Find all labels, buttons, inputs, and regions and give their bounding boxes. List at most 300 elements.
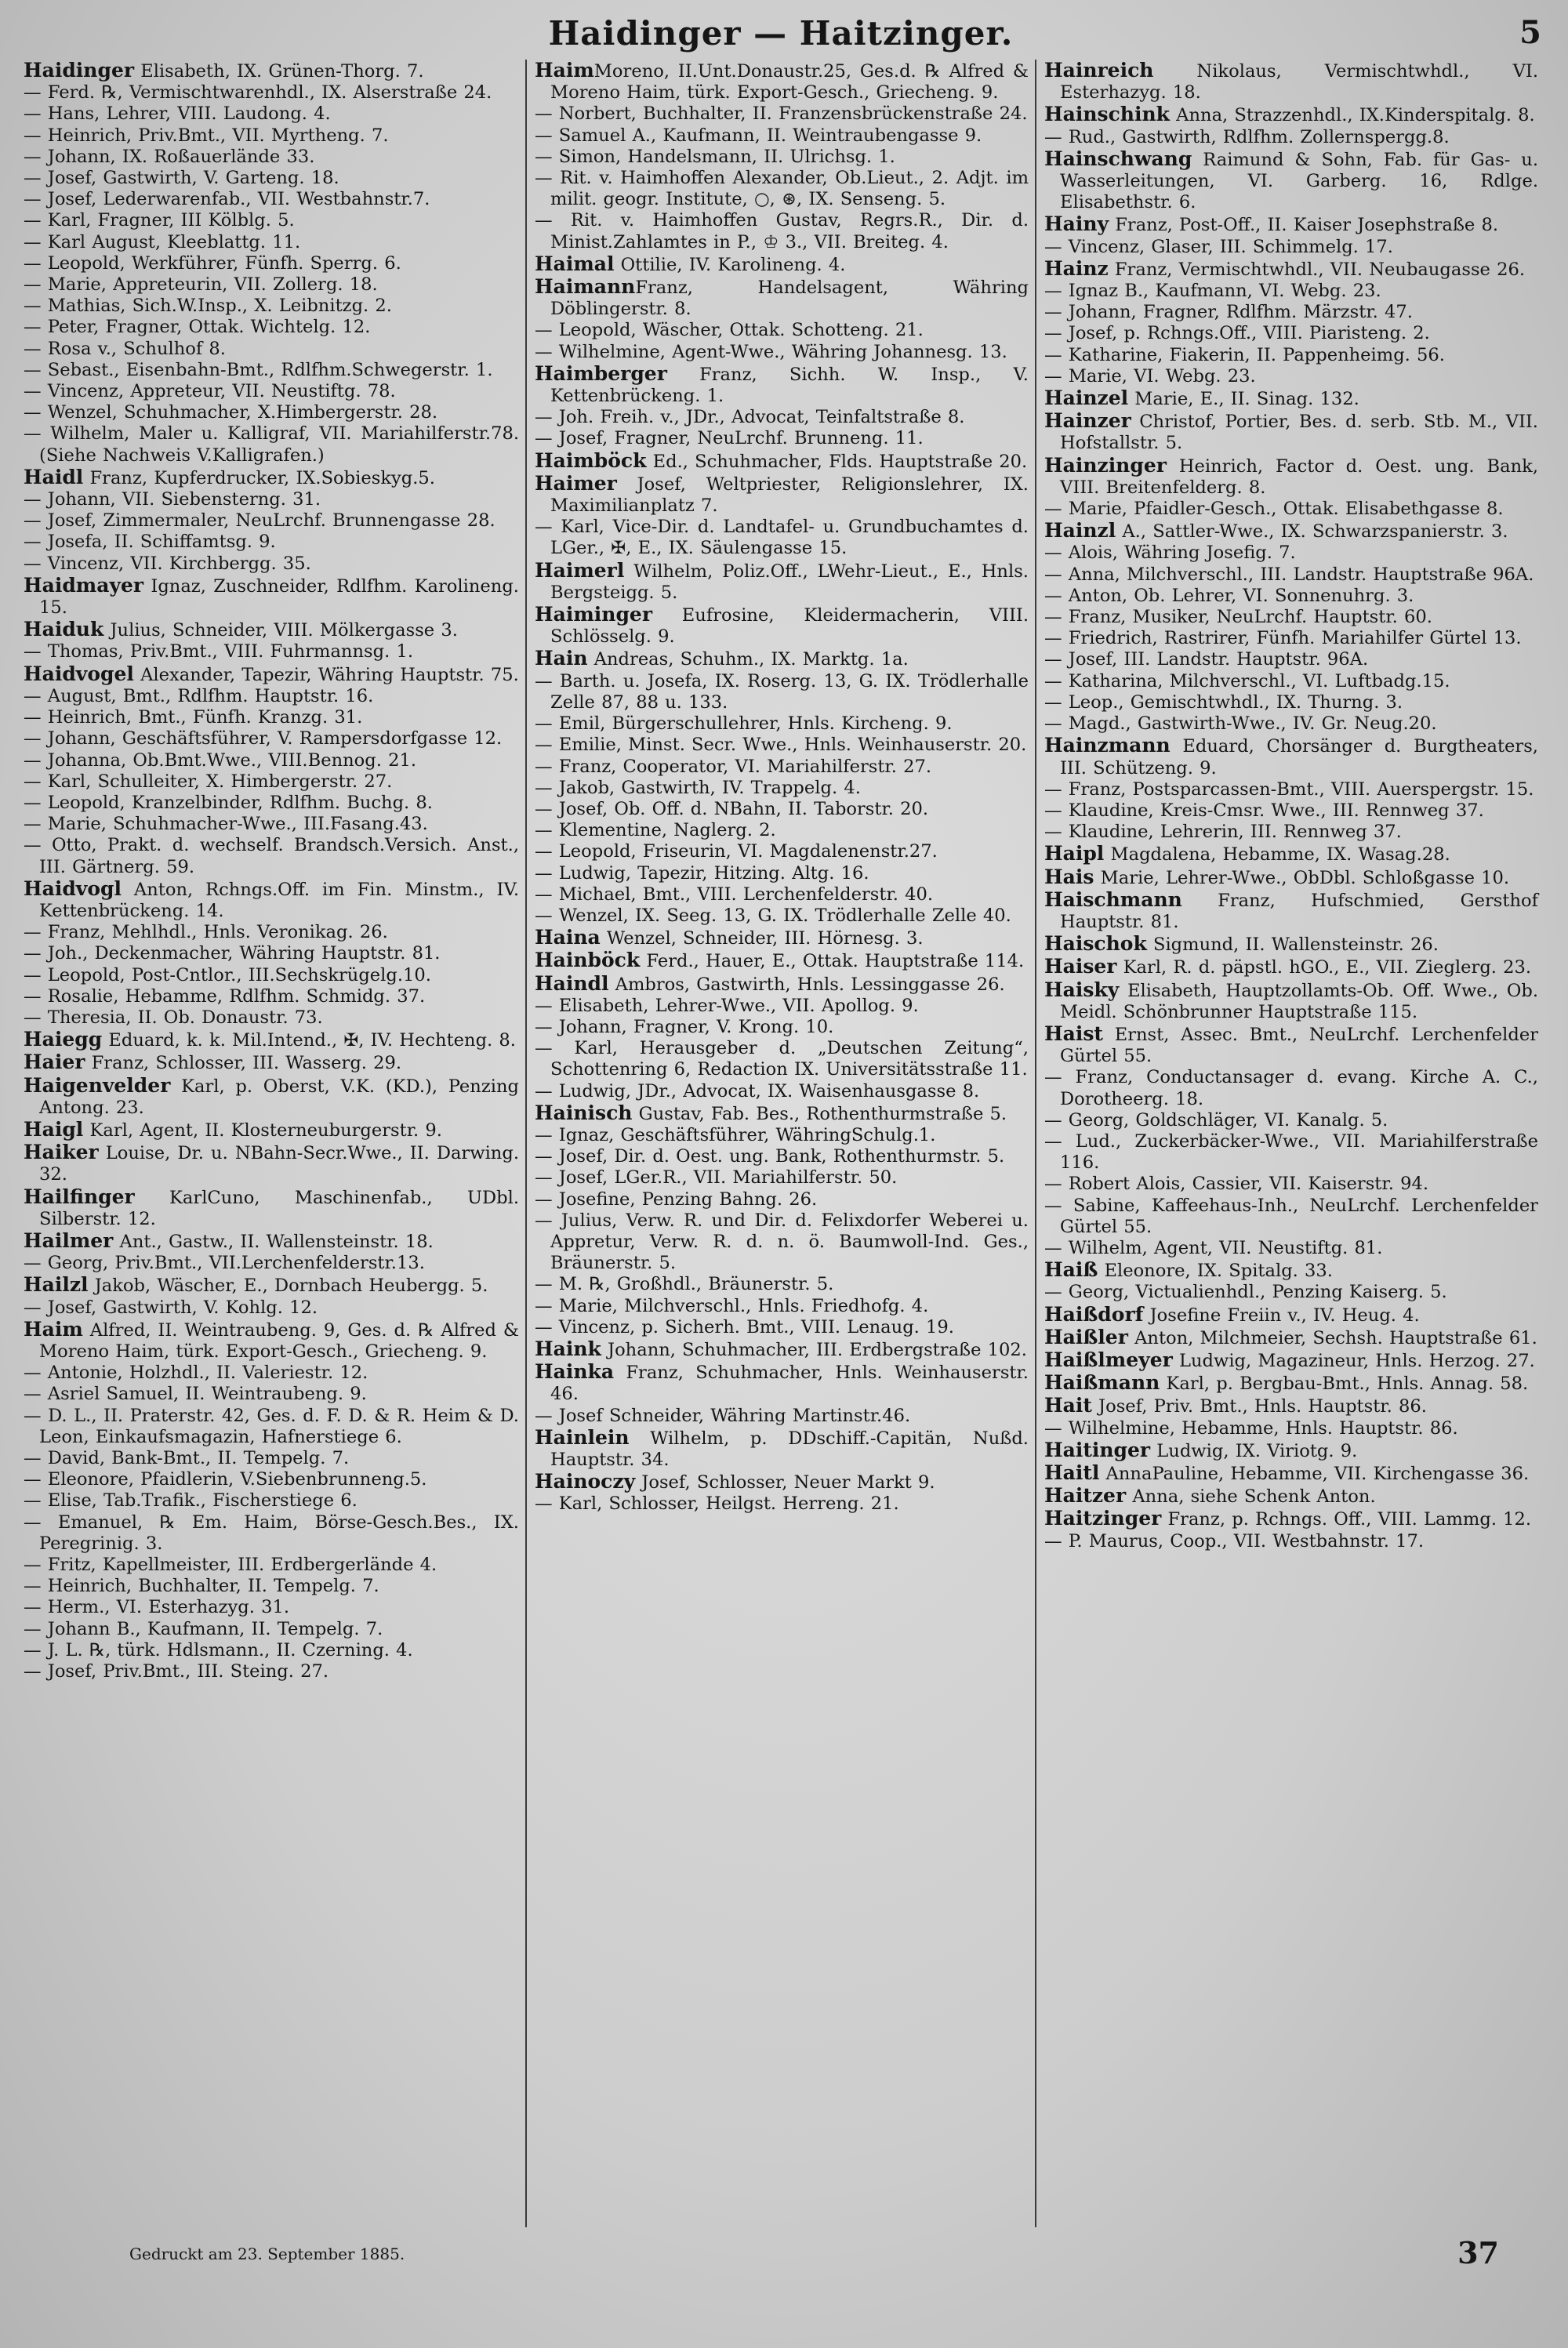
directory-entry [533, 1296, 1029, 1317]
entry-text: — Ferd. ℞, Vermischtwarenhdl., IX. Alserstraße 24. [24, 82, 492, 103]
directory-entry [1043, 302, 1538, 323]
entry-text: — Michael, Bmt., VIII. Lerchenfelderstr. 40. [535, 884, 934, 905]
directory-entry [533, 1146, 1029, 1167]
directory-entry [22, 686, 519, 707]
entry-surname: Haigl [24, 1117, 84, 1141]
directory-entry [1043, 148, 1538, 214]
directory-entry [533, 1274, 1029, 1295]
entry-text: — Josef, Lederwarenfab., VII. Westbahnstr.7. [24, 189, 430, 210]
entry-text: Julius, Schneider, VIII. Mölkergasse 3. [103, 620, 458, 641]
entry-text: Wilhelm, p. DDschiff.-Capitän, Nußd. Hauptstr. 34. [550, 1428, 1029, 1470]
entry-text: Franz, Schlosser, III. Wasserg. 29. [85, 1053, 402, 1074]
directory-entry [22, 103, 519, 125]
entry-text: Anton, Milchmeier, Sechsh. Hauptstraße 61. [1127, 1327, 1537, 1348]
entry-text: — Johann, Geschäftsführer, V. Rampersdorfgasse 12. [24, 728, 503, 749]
directory-entry [22, 402, 519, 423]
entry-text: A., Sattler-Wwe., IX. Schwarzspanierstr. 3. [1116, 521, 1508, 543]
directory-entry [22, 814, 519, 835]
entry-text: — Leopold, Werkführer, Fünfh. Sperrg. 6. [24, 252, 401, 274]
directory-entry [22, 1230, 519, 1253]
entry-text: — Rosalie, Hebamme, Rdlfhm. Schmidg. 37. [24, 985, 426, 1007]
directory-entry [22, 147, 519, 168]
entry-text: Franz, Vermischtwhdl., VII. Neubaugasse 26. [1108, 259, 1526, 280]
directory-entry [22, 641, 519, 662]
directory-entry [22, 1661, 519, 1682]
entry-text: Eufrosine, Kleidermacherin, VIII. Schlösselg. 9. [550, 605, 1029, 648]
directory-entry [533, 799, 1029, 820]
entry-text: — Heinrich, Buchhalter, II. Tempelg. 7. [24, 1576, 379, 1597]
directory-entry [533, 713, 1029, 735]
entry-surname: Haigenvelder [24, 1073, 171, 1097]
directory-entry [533, 1427, 1029, 1471]
directory-entry [22, 835, 519, 877]
entry-text: — Wilhelm, Agent, VII. Neustiftg. 81. [1044, 1237, 1383, 1258]
directory-entry [1043, 281, 1538, 302]
column-middle [525, 60, 1035, 2227]
entry-surname: Haidinger [24, 60, 135, 82]
entry-text: Franz, Post-Off., II. Kaiser Josephstraße 8. [1109, 215, 1499, 236]
entry-text: Eduard, k. k. Mil.Intend., ✠, IV. Hechteng. 8. [102, 1030, 516, 1051]
directory-entry [1043, 713, 1538, 735]
column-right [1035, 60, 1544, 2227]
entry-surname: Hainschink [1044, 103, 1170, 126]
directory-entry [22, 1640, 519, 1661]
entry-text: — Leopold, Friseurin, VI. Magdalenenstr.27. [535, 841, 938, 862]
entry-text: — Thomas, Priv.Bmt., VIII. Fuhrmannsg. 1. [24, 641, 414, 662]
entry-text: — Rud., Gastwirth, Rdlfhm. Zollernspergg.8. [1044, 126, 1450, 147]
entry-text: — Magd., Gastwirth-Wwe., IV. Gr. Neug.20. [1044, 713, 1437, 735]
directory-entry [533, 820, 1029, 841]
entry-surname: Haindl [535, 971, 609, 995]
entry-surname: Hainz [1044, 256, 1109, 280]
entry-surname: Haier [24, 1051, 85, 1074]
directory-entry [1043, 410, 1538, 454]
directory-entry [1043, 1304, 1538, 1326]
directory-entry [533, 949, 1029, 972]
directory-entry [1043, 387, 1538, 410]
entry-surname: Hainka [535, 1360, 615, 1384]
entry-text: — J. L. ℞, türk. Hdlsmann., II. Czerning. 4. [24, 1639, 413, 1660]
entry-surname: Haißlmeyer [1044, 1348, 1173, 1371]
entry-text: Elisabeth, IX. Grünen-Thorg. 7. [134, 61, 424, 82]
directory-entry [1043, 543, 1538, 564]
entry-text: Franz, p. Rchngs. Off., VIII. Lammg. 12. [1161, 1509, 1532, 1530]
entry-text: — Josef, Fragner, NeuLrchf. Brunneng. 11. [535, 428, 924, 449]
entry-text: — Norbert, Buchhalter, II. Franzensbrückenstraße 24. [535, 103, 1028, 125]
entry-text: — P. Maurus, Coop., VII. Westbahnstr. 17. [1044, 1530, 1425, 1551]
entry-surname: Haist [1044, 1022, 1103, 1045]
directory-entry [22, 125, 519, 147]
entry-surname: Hainlein [535, 1425, 630, 1449]
entry-surname: Haim [535, 60, 594, 82]
entry-text: — Ignaz B., Kaufmann, VI. Webg. 23. [1044, 281, 1381, 302]
entry-text: — Simon, Handelsmann, II. Ulrichsg. 1. [535, 146, 895, 167]
entry-text: — Marie, Appreteurin, VII. Zollerg. 18. [24, 274, 378, 296]
entry-text: Karl, Agent, II. Klosterneuburgerstr. 9. [83, 1120, 442, 1141]
directory-entry [22, 1597, 519, 1618]
entry-text: Magdalena, Hebamme, IX. Wasag.28. [1104, 844, 1450, 866]
directory-entry [22, 466, 519, 489]
entry-text: — Georg, Victualienhdl., Penzing Kaiserg. 5. [1044, 1282, 1447, 1303]
directory-entry [533, 363, 1029, 407]
directory-entry [533, 517, 1029, 559]
entry-text: Marie, Lehrer-Wwe., ObDbl. Schloßgasse 10. [1094, 867, 1510, 888]
directory-entry [22, 750, 519, 771]
directory-entry [1043, 520, 1538, 543]
entry-text: — Josef, III. Landstr. Hauptstr. 96A. [1044, 649, 1369, 670]
directory-entry [1043, 345, 1538, 366]
entry-text: — Anton, Ob. Lehrer, VI. Sonnenuhrg. 3. [1044, 585, 1414, 606]
directory-entry [1043, 1196, 1538, 1238]
entry-text: — Klaudine, Kreis-Cmsr. Wwe., III. Rennweg 37. [1044, 800, 1484, 821]
directory-entry [1043, 564, 1538, 586]
directory-entry [533, 1017, 1029, 1038]
directory-entry [22, 575, 519, 619]
directory-entry [1043, 671, 1538, 692]
directory-entry [533, 1361, 1029, 1405]
directory-entry [1043, 1508, 1538, 1530]
entry-surname: Haipl [1044, 842, 1105, 866]
entry-text: — Wilhelmine, Agent-Wwe., Währing Johannesg. 13. [535, 341, 1007, 362]
directory-entry [1043, 979, 1538, 1023]
entry-text: — Karl August, Kleeblattg. 11. [24, 231, 301, 252]
directory-entry [533, 210, 1029, 252]
entry-text: Eduard, Chorsänger d. Burgtheaters, III. Schützeng. 9. [1060, 736, 1538, 778]
entry-text: — Josef, Ob. Off. d. NBahn, II. Taborstr. 20. [535, 798, 929, 819]
directory-entry [22, 189, 519, 210]
entry-text: — Emil, Bürgerschullehrer, Hnls. Kircheng. 9. [535, 713, 953, 735]
directory-entry [22, 1555, 519, 1576]
directory-entry [1043, 237, 1538, 258]
entry-text: — Karl, Schulleiter, X. Himbergerstr. 27. [24, 771, 393, 792]
entry-text: — Karl, Fragner, III Kölblg. 5. [24, 210, 295, 231]
entry-text: Ludwig, Magazineur, Hnls. Herzog. 27. [1172, 1350, 1535, 1371]
directory-entry [533, 996, 1029, 1017]
entry-text: — Alois, Währing Josefig. 7. [1044, 543, 1296, 564]
entry-text: — Joh., Deckenmacher, Währing Hauptstr. 81. [24, 943, 441, 964]
directory-entry [22, 532, 519, 553]
directory-entry [22, 1512, 519, 1555]
entry-surname: Hainzl [1044, 519, 1116, 543]
entry-text: Ignaz, Zuschneider, Rdlfhm. Karolineng. 15. [39, 575, 519, 619]
directory-entry [22, 619, 519, 641]
directory-entry [1043, 607, 1538, 628]
entry-text: — M. ℞, Großhdl., Bräunerstr. 5. [535, 1274, 834, 1295]
directory-entry [22, 210, 519, 231]
directory-entry [533, 927, 1029, 949]
entry-surname: Haina [535, 926, 601, 949]
directory-entry [22, 943, 519, 964]
directory-entry [1043, 649, 1538, 670]
entry-text: Ed., Schuhmacher, Flds. Hauptstraße 20. [646, 451, 1028, 472]
entry-text: Christof, Portier, Bes. d. serb. Stb. M., VII. Hofstallstr. 5. [1060, 412, 1538, 454]
directory-entry [533, 428, 1029, 449]
entry-text: — Josef, p. Rchngs.Off., VIII. Piaristeng. 2. [1044, 323, 1430, 344]
entry-text: — August, Bmt., Rdlfhm. Hauptstr. 16. [24, 685, 374, 706]
entry-text: — Wenzel, IX. Seeg. 13, G. IX. Trödlerhalle Zelle 40. [535, 905, 1011, 926]
entry-text: — Emanuel, ℞ Em. Haim, Börse-Gesch.Bes., IX. Peregrinig. 3. [24, 1512, 519, 1554]
directory-entry [22, 82, 519, 103]
directory-entry [1043, 1531, 1538, 1552]
entry-text: — Klementine, Naglerg. 2. [535, 820, 776, 841]
directory-entry [1043, 1418, 1538, 1439]
entry-text: — Josef, Dir. d. Oest. ung. Bank, Rothenthurmstr. 5. [535, 1146, 1005, 1167]
entry-text: — Ignaz, Geschäftsführer, WähringSchulg.1. [535, 1124, 936, 1145]
directory-entry [22, 1075, 519, 1119]
directory-entry [1043, 1259, 1538, 1282]
entry-surname: Hainzinger [1044, 453, 1167, 477]
sheet-signature: 37 [1457, 2235, 1499, 2270]
directory-entry [533, 147, 1029, 168]
entry-text: Karl, R. d. päpstl. hGO., E., VII. Zieglerg. 23. [1116, 957, 1532, 978]
entry-text: Johann, Schuhmacher, III. Erdbergstraße 102. [601, 1339, 1027, 1360]
entry-surname: Haidmayer [24, 573, 144, 597]
entry-text: — Josef, Priv.Bmt., III. Steing. 27. [24, 1661, 329, 1682]
directory-entry [1043, 127, 1538, 148]
entry-text: Marie, E., II. Sinag. 132. [1128, 389, 1359, 410]
entry-text: Ernst, Assec. Bmt., NeuLrchf. Lerchenfelder Gürtel 55. [1060, 1024, 1538, 1067]
entry-text: — Eleonore, Pfaidlerin, V.Siebenbrunneng.5. [24, 1469, 427, 1490]
directory-entry [22, 339, 519, 360]
directory-entry [533, 1317, 1029, 1338]
directory-entry [1043, 843, 1538, 866]
entry-text: Raimund & Sohn, Fab. für Gas- u. Wasserleitungen, VI. Garberg. 16, Rdlge. Elisabethstr. 6. [1060, 149, 1538, 213]
directory-entry [22, 1297, 519, 1319]
entry-text: Franz, Schuhmacher, Hnls. Weinhauserstr. 46. [550, 1363, 1029, 1405]
entry-text: — Josef, Gastwirth, V. Garteng. 18. [24, 168, 339, 189]
entry-text: — Rit. v. Haimhoffen Gustav, Regrs.R., Dir. d. Minist.Zahlamtes in P., ♔ 3., VII. Breiteg. 4. [535, 210, 1029, 252]
entry-text: Josef, Priv. Bmt., Hnls. Hauptstr. 86. [1091, 1396, 1427, 1417]
page-number: 5 [1519, 14, 1541, 51]
entry-text: — Julius, Verw. R. und Dir. d. Felixdorfer Weberei u. Appretur, Verw. R. d. n. ö. Baumwoll-Ind. Ges., Bräunerstr. 5. [535, 1210, 1029, 1274]
entry-text: — Johanna, Ob.Bmt.Wwe., VIII.Bennog. 21. [24, 749, 417, 771]
entry-text: Alfred, II. Weintraubeng. 9, Ges. d. ℞ Alfred & Moreno Haim, türk. Export-Gesch., Griecheng. 9. [39, 1319, 519, 1362]
entry-text: — Josefine, Penzing Bahng. 26. [535, 1189, 818, 1210]
directory-entry [1043, 213, 1538, 236]
directory-entry [1043, 1439, 1538, 1462]
directory-entry [22, 986, 519, 1007]
directory-entry [533, 560, 1029, 604]
directory-entry [533, 1406, 1029, 1427]
directory-entry [22, 1253, 519, 1274]
entry-surname: Hait [1044, 1394, 1092, 1417]
directory-entry [533, 1102, 1029, 1125]
entry-text: Moreno, II.Unt.Donaustr.25, Ges.d. ℞ Alfred & Moreno Haim, türk. Export-Gesch., Griecheng. 9. [550, 61, 1029, 103]
directory-entry [1043, 323, 1538, 344]
entry-surname: Hainzmann [1044, 734, 1171, 757]
entry-text: — Franz, Conductansager d. evang. Kirche A. C., Dorotheerg. 18. [1044, 1067, 1538, 1109]
entry-surname: Haischok [1044, 932, 1147, 956]
entry-text: — Heinrich, Bmt., Fünfh. Kranzg. 31. [24, 707, 363, 728]
entry-text: Alexander, Tapezir, Währing Hauptstr. 75. [133, 664, 519, 685]
directory-entry [1043, 800, 1538, 822]
entry-surname: Hailmer [24, 1228, 114, 1252]
entry-text: — Leop., Gemischtwhdl., IX. Thurng. 3. [1044, 691, 1403, 713]
entry-text: — Hans, Lehrer, VIII. Laudong. 4. [24, 103, 331, 125]
entry-text: Ambros, Gastwirth, Hnls. Lessinggasse 26. [608, 974, 1005, 995]
entry-text: — Theresia, II. Ob. Donaustr. 73. [24, 1007, 323, 1028]
directory-entry [22, 1319, 519, 1363]
entry-text: Franz, Sichh. W. Insp., V. Kettenbrückeng. 1. [550, 364, 1029, 407]
entry-surname: Haitinger [1044, 1438, 1151, 1461]
directory-entry [22, 1384, 519, 1405]
directory-entry [533, 125, 1029, 147]
page-title: Haidinger — Haitzinger. [548, 14, 1014, 53]
entry-text: — Ludwig, Tapezir, Hitzing. Altg. 16. [535, 862, 869, 884]
directory-entry [533, 320, 1029, 341]
entry-surname: Haißler [1044, 1325, 1128, 1348]
entry-text: — Leopold, Post-Cntlor., III.Sechskrügelg.10. [24, 964, 431, 985]
entry-surname: Haitl [1044, 1461, 1100, 1484]
entry-text: — Joh. Freih. v., JDr., Advocat, Teinfaltstraße 8. [535, 407, 965, 428]
directory-entry [22, 232, 519, 253]
directory-entry [22, 1141, 519, 1185]
directory-entry [1043, 779, 1538, 800]
directory-entry [1043, 586, 1538, 607]
directory-entry [533, 1125, 1029, 1146]
entry-text: Sigmund, II. Wallensteinstr. 26. [1146, 934, 1439, 956]
directory-entry [1043, 1067, 1538, 1109]
entry-text: — Leopold, Wäscher, Ottak. Schotteng. 21. [535, 320, 924, 341]
directory-entry [22, 1051, 519, 1074]
directory-entry [22, 1619, 519, 1640]
directory-entry [1043, 1131, 1538, 1174]
directory-entry [533, 884, 1029, 905]
entry-text: Franz, Kupferdrucker, IX.Sobieskyg.5. [83, 467, 435, 488]
directory-entry [533, 1493, 1029, 1515]
directory-entry [22, 1490, 519, 1512]
entry-surname: Haißdorf [1044, 1302, 1144, 1326]
entry-surname: Haisky [1044, 978, 1120, 1001]
directory-entry [533, 407, 1029, 428]
entry-text: — Mathias, Sich.W.Insp., X. Leibnitzg. 2. [24, 296, 392, 317]
entry-text: — Marie, Pfaidler-Gesch., Ottak. Elisabethgasse 8. [1044, 499, 1504, 520]
entry-surname: Hainzer [1044, 409, 1131, 433]
directory-entry [1043, 1485, 1538, 1508]
directory-entry [533, 757, 1029, 778]
entry-text: — Peter, Fragner, Ottak. Wichtelg. 12. [24, 317, 371, 338]
entry-surname: Haimerl [535, 558, 625, 582]
entry-text: — Johann, VII. Siebensterng. 31. [24, 489, 321, 510]
entry-surname: Haitzer [1044, 1484, 1127, 1508]
entry-surname: Hailzl [24, 1273, 89, 1297]
entry-text: — Vincenz, VII. Kirchbergg. 35. [24, 553, 311, 574]
entry-text: Ludwig, IX. Viriotg. 9. [1150, 1440, 1358, 1461]
entry-text: — Herm., VI. Esterhazyg. 31. [24, 1597, 290, 1618]
entry-text: Karl, p. Oberst, V.K. (KD.), Penzing Antong. 23. [39, 1076, 519, 1118]
entry-surname: Haiker [24, 1141, 99, 1164]
directory-entry [22, 965, 519, 986]
directory-entry [533, 1338, 1029, 1361]
entry-text: Nikolaus, Vermischtwhdl., VI. Esterhazyg. 18. [1060, 61, 1538, 103]
entry-text: Anna, siehe Schenk Anton. [1126, 1486, 1376, 1508]
entry-text: — Rosa v., Schulhof 8. [24, 338, 226, 359]
entry-text: — Marie, VI. Webg. 23. [1044, 365, 1256, 386]
directory-entry [1043, 1349, 1538, 1372]
directory-entry [533, 905, 1029, 927]
entry-text: — David, Bank-Bmt., II. Tempelg. 7. [24, 1448, 350, 1468]
directory-entry [1043, 1326, 1538, 1349]
directory-entry [1043, 1174, 1538, 1195]
entry-text: Ant., Gastw., II. Wallensteinstr. 18. [113, 1231, 434, 1252]
entry-text: — Anna, Milchverschl., III. Landstr. Hauptstraße 96A. [1044, 564, 1534, 585]
entry-text: — Klaudine, Lehrerin, III. Rennweg 37. [1044, 822, 1402, 843]
entry-text: Louise, Dr. u. NBahn-Secr.Wwe., II. Darwing. 32. [39, 1143, 519, 1185]
entry-surname: Haink [535, 1337, 601, 1360]
entry-text: — Heinrich, Priv.Bmt., VII. Myrtheng. 7. [24, 125, 389, 146]
directory-entry [533, 342, 1029, 363]
entry-surname: Hainzel [1044, 386, 1129, 410]
directory-entry [22, 793, 519, 814]
entry-surname: Hainoczy [535, 1470, 636, 1493]
entry-text: Josef, Schlosser, Neuer Markt 9. [635, 1472, 935, 1493]
directory-entry [22, 60, 519, 82]
entry-surname: Hainy [1044, 212, 1109, 236]
directory-entry [1043, 258, 1538, 281]
entry-text: — Franz, Mehlhdl., Hnls. Veronikag. 26. [24, 922, 388, 943]
directory-entry [22, 707, 519, 728]
directory-entry [533, 168, 1029, 210]
entry-text: Ottilie, IV. Karolineng. 4. [614, 254, 846, 275]
directory-entry [1043, 1110, 1538, 1131]
entry-text: — Franz, Postsparcassen-Bmt., VIII. Auerspergstr. 15. [1044, 778, 1534, 800]
directory-entry [533, 1210, 1029, 1275]
entry-surname: Haimann [535, 275, 636, 299]
directory-entry [22, 423, 519, 466]
entry-text: — Antonie, Holzhdl., II. Valeriestr. 12. [24, 1363, 368, 1384]
entry-text: — Karl, Vice-Dir. d. Landtafel- u. Grundbuchamtes d. LGer., ✠, E., IX. Säulengasse 15. [535, 517, 1029, 559]
directory-entry [22, 1576, 519, 1597]
directory-entry [533, 778, 1029, 799]
entry-surname: Haiß [1044, 1258, 1098, 1282]
entry-text: — Katharina, Milchverschl., VI. Luftbadg.15. [1044, 670, 1450, 691]
entry-text: — Wilhelmine, Hebamme, Hnls. Hauptstr. 86. [1044, 1417, 1458, 1439]
directory-entry [1043, 1023, 1538, 1067]
directory-entry [1043, 366, 1538, 387]
directory-entry [22, 1406, 519, 1448]
directory-entry [22, 1186, 519, 1230]
directory-entry [22, 1448, 519, 1469]
entry-surname: Haidvogel [24, 662, 134, 685]
entry-surname: Haischmann [1044, 887, 1182, 911]
entry-surname: Haim [24, 1317, 83, 1341]
entry-text: — Johann, Fragner, Rdlfhm. Märzstr. 47. [1044, 302, 1413, 323]
entry-surname: Haidl [24, 465, 84, 488]
directory-entry [1043, 60, 1538, 103]
directory-columns [16, 60, 1546, 2227]
entry-text: — Rit. v. Haimhoffen Alexander, Ob.Lieut., 2. Adjt. im milit. geogr. Institute, ○, ⊛, IX. Senseng. 5. [535, 168, 1029, 210]
entry-text: — Franz, Cooperator, VI. Mariahilferstr. 27. [535, 756, 932, 777]
directory-entry [22, 253, 519, 274]
entry-text: — D. L., II. Praterstr. 42, Ges. d. F. D. & R. Heim & D. Leon, Einkaufsmagazin, Hafnerstiege 6. [24, 1405, 519, 1447]
directory-entry [1043, 1462, 1538, 1485]
entry-text: Josefine Freiin v., IV. Heug. 4. [1143, 1305, 1420, 1326]
entry-text: — Vincenz, Appreteur, VII. Neustiftg. 78. [24, 381, 396, 402]
directory-entry [22, 1007, 519, 1029]
entry-surname: Hain [535, 647, 588, 670]
directory-entry [1043, 866, 1538, 889]
directory-entry [533, 1038, 1029, 1080]
entry-text: — Franz, Musiker, NeuLrchf. Hauptstr. 60. [1044, 607, 1432, 628]
entry-surname: Haidvogl [24, 876, 122, 900]
entry-text: Andreas, Schuhm., IX. Marktg. 1a. [587, 649, 909, 670]
directory-entry [1043, 628, 1538, 649]
directory-entry [533, 276, 1029, 320]
entry-surname: Hainisch [535, 1101, 633, 1124]
directory-entry [22, 168, 519, 189]
directory-entry [1043, 1238, 1538, 1259]
directory-entry [22, 771, 519, 793]
